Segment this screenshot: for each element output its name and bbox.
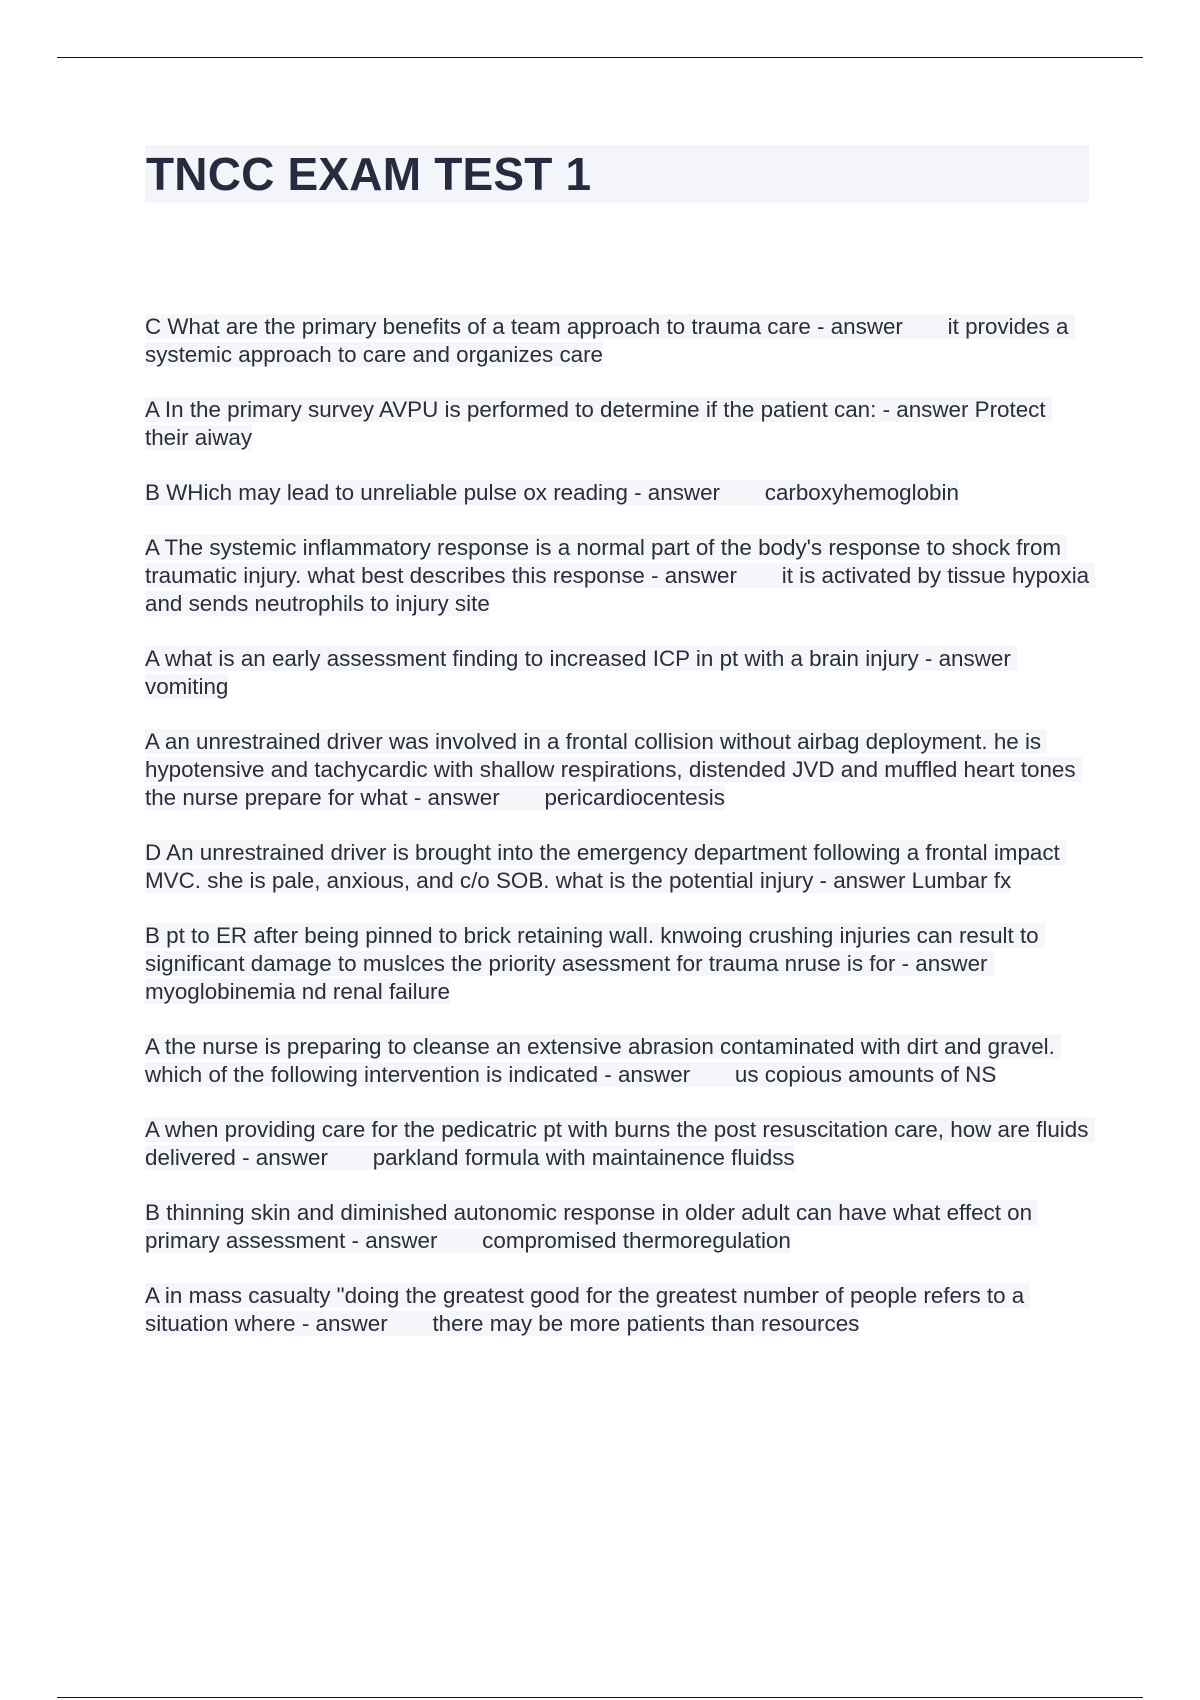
qa-text: A when providing care for the pedicatric pt with burns the post resuscitation care, how are fluids delivered - answer parkland formula with maintainence fluidss [145, 1117, 1095, 1170]
qa-item [145, 313, 1090, 369]
qa-text: A an unrestrained driver was involved in a frontal collision without airbag deployment. he is hypotensive and tachycardic with shallow respirations, distended JVD and muffled heart tones the nurse prepare for what - answer pericardiocentesis [145, 729, 1082, 810]
qa-item [145, 1116, 1095, 1172]
qa-item [145, 396, 1090, 452]
top-rule [57, 57, 1143, 58]
qa-text: B thinning skin and diminished autonomic response in older adult can have what effect on primary assessment - answer compromised thermoregulation [145, 1200, 1039, 1253]
qa-text: A in mass casualty "doing the greatest good for the greatest number of people refers to a situation where - answer there may be more patients than resources [145, 1283, 1031, 1336]
page-title: TNCC EXAM TEST 1 [146, 148, 592, 200]
qa-text: C What are the primary benefits of a team approach to trauma care - answer it provides a systemic approach to care and organizes care [145, 314, 1075, 367]
qa-item [145, 839, 1090, 895]
qa-list [145, 313, 1096, 1365]
qa-item [145, 922, 1090, 1006]
qa-text: A The systemic inflammatory response is a normal part of the body's response to shock from traumatic injury. what best describes this response - answer it is activated by tissue hypoxia and sends neutrophils to injury site [145, 535, 1096, 616]
qa-item [145, 479, 1090, 507]
qa-text: B WHich may lead to unreliable pulse ox reading - answer carboxyhemoglobin [145, 480, 959, 505]
qa-item [145, 728, 1090, 812]
bottom-rule [57, 1697, 1143, 1698]
qa-item [145, 1199, 1090, 1255]
qa-item [145, 1282, 1090, 1338]
qa-text: D An unrestrained driver is brought into the emergency department following a frontal impact MVC. she is pale, anxious, and c/o SOB. what is the potential injury - answer Lumbar fx [145, 840, 1067, 893]
qa-text: A the nurse is preparing to cleanse an extensive abrasion contaminated with dirt and gravel. which of the following intervention is indicated - answer us copious amounts of NS [145, 1034, 1062, 1087]
qa-text: A In the primary survey AVPU is performed to determine if the patient can: - answer Protect their aiway [145, 397, 1052, 450]
qa-item [145, 534, 1096, 618]
qa-text: B pt to ER after being pinned to brick retaining wall. knwoing crushing injuries can result to significant damage to muslces the priority asessment for trauma nruse is for - answer myoglobinemia nd renal failure [145, 923, 1045, 1004]
qa-text: A what is an early assessment finding to increased ICP in pt with a brain injury - answer vomiting [145, 646, 1018, 699]
qa-item [145, 1033, 1090, 1089]
qa-item [145, 645, 1090, 701]
